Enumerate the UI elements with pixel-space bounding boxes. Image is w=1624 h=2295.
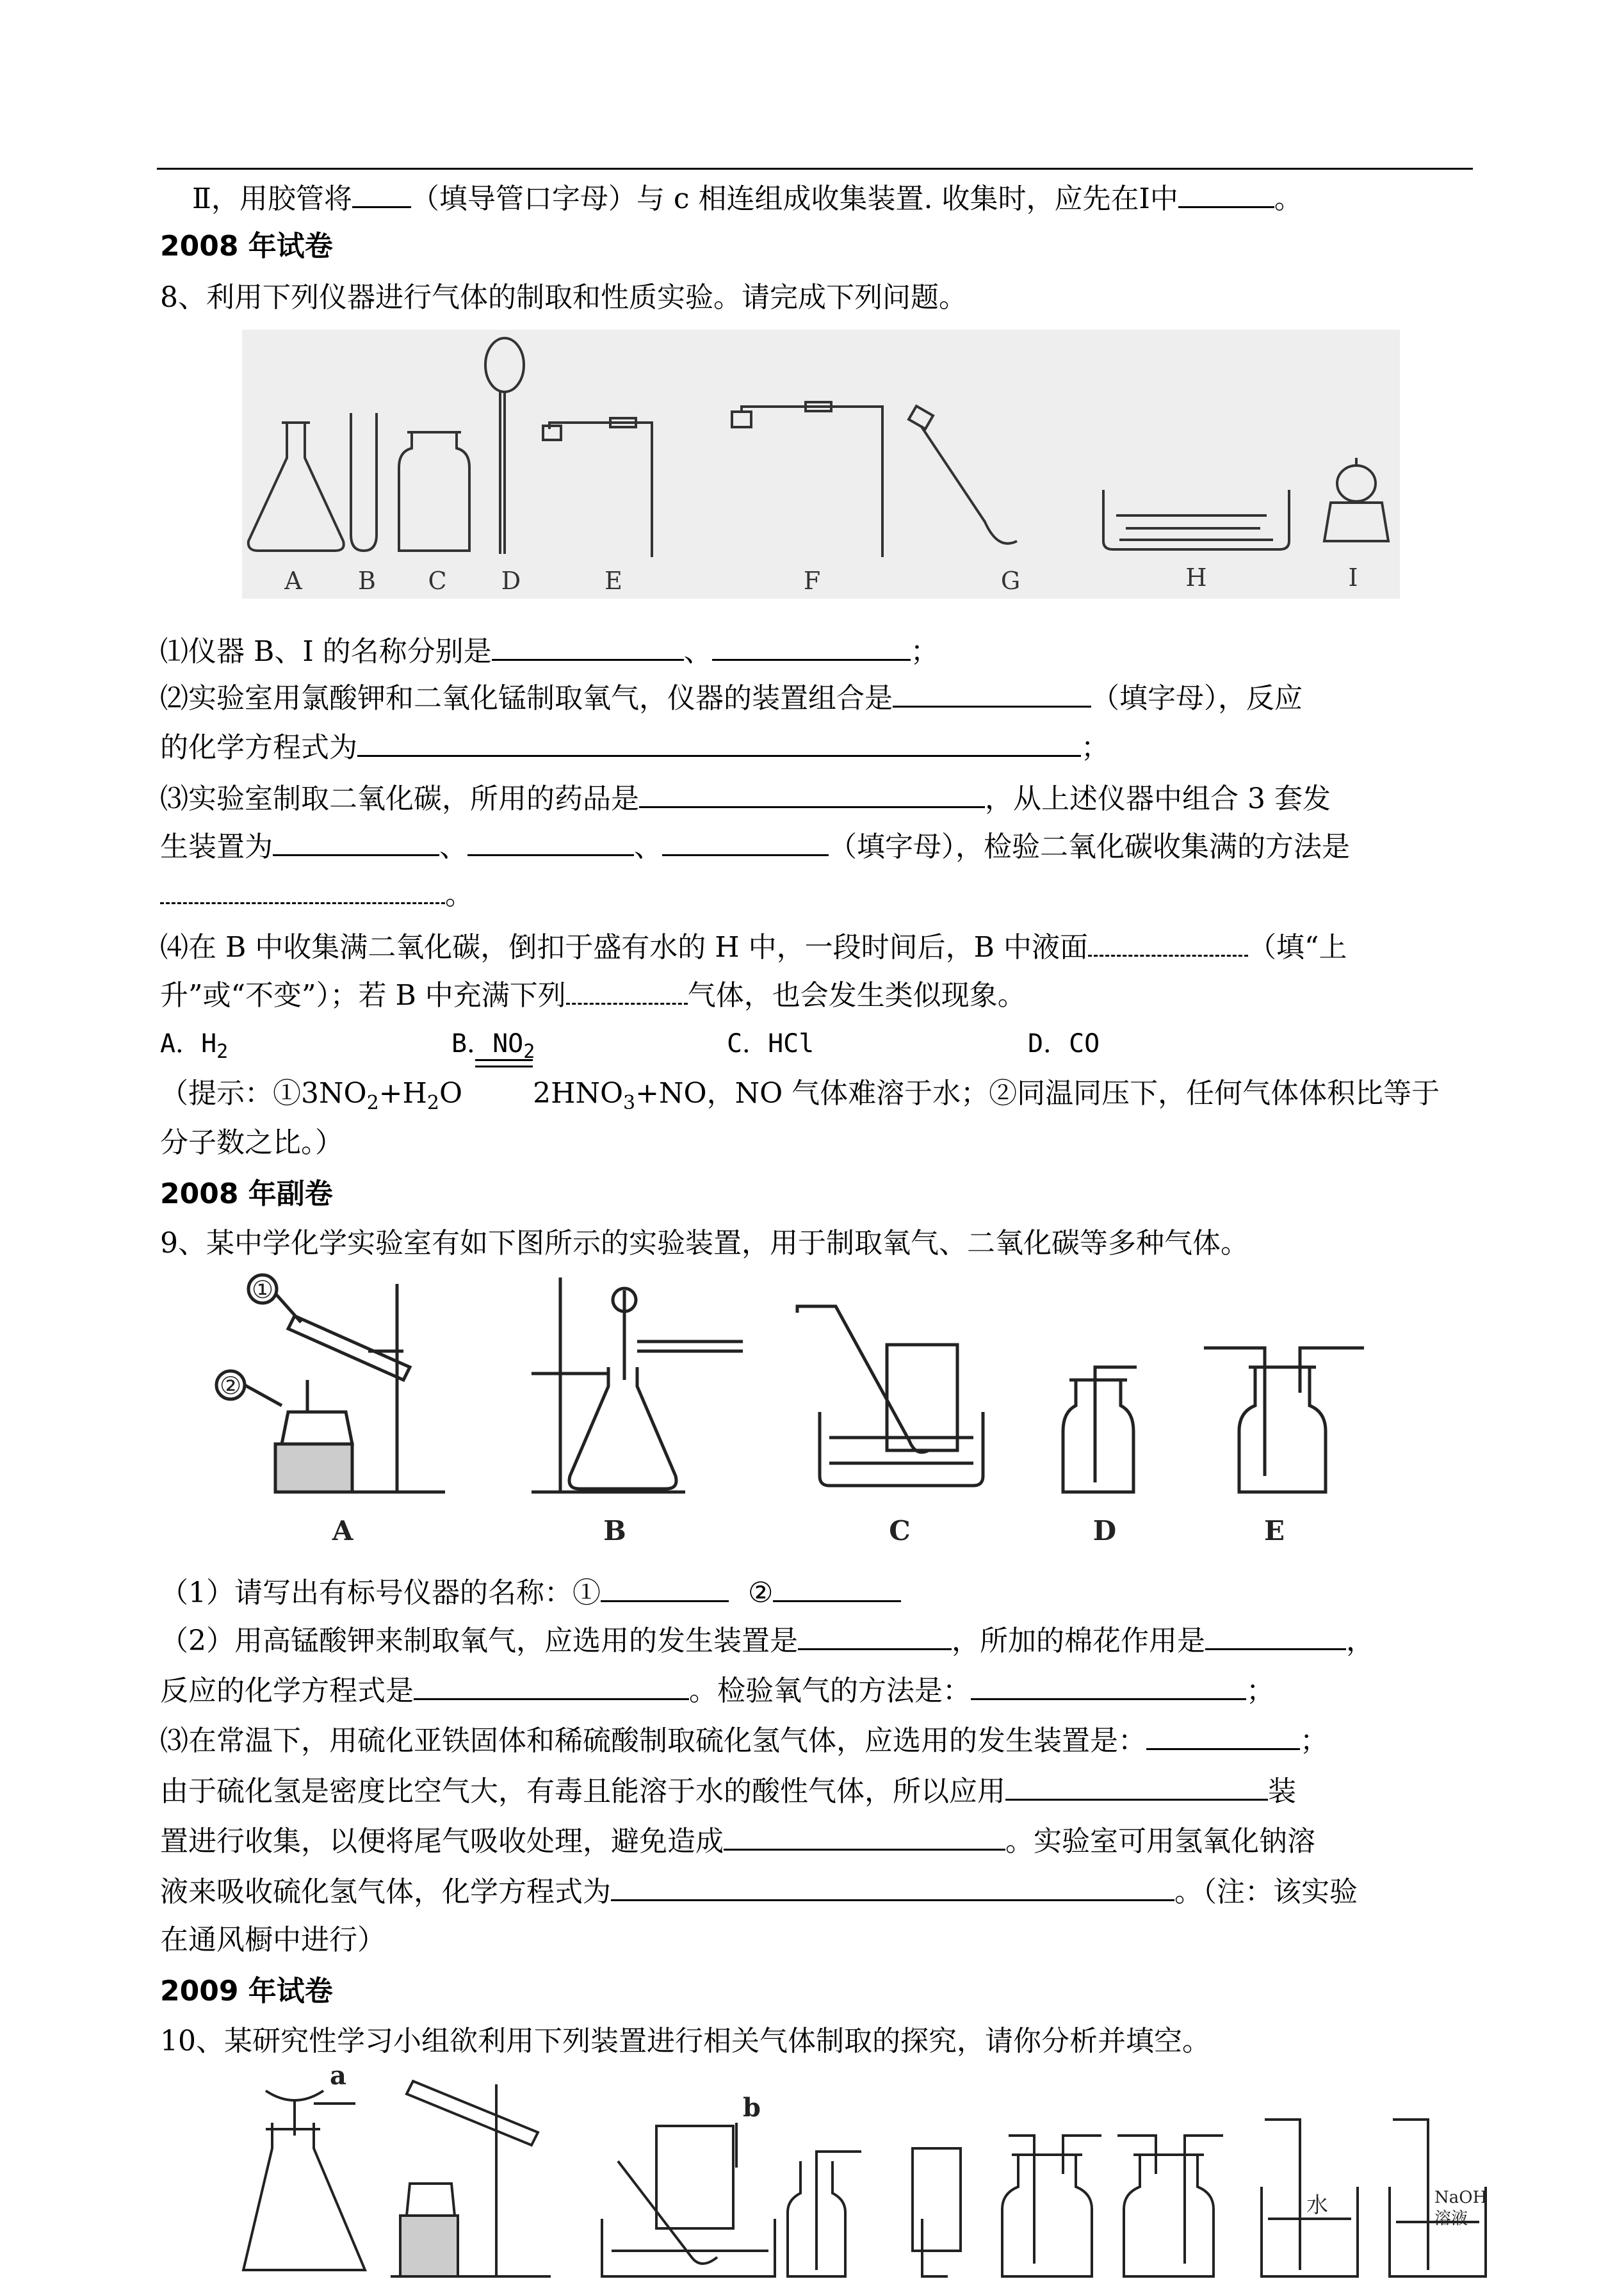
subscript: 2 [216,1041,229,1063]
text: （填字母），反应 [1091,682,1303,715]
answer-blank[interactable] [724,1821,1005,1851]
answer-blank[interactable] [893,677,1091,708]
answer-blank[interactable] [160,874,445,904]
apparatus-d-icon [1063,1367,1137,1492]
q9-part3-cont [160,1771,1296,1811]
answer-blank[interactable] [492,631,684,661]
gas-bottle-icon [399,432,469,551]
text: 升”或“不变”）；若 B 中充满下列 [160,979,566,1012]
q8-part4-cont [160,975,1026,1015]
apparatus-c-icon [602,2123,775,2276]
answer-blank[interactable] [467,826,634,856]
text: ， [1346,1625,1374,1657]
answer-blank[interactable] [798,1620,952,1650]
apparatus-d-icon [788,2152,861,2276]
q9-part3 [160,1720,1328,1760]
test-tube-icon [351,413,377,551]
text: 。实验室可用氢氧化钠溶 [1005,1825,1315,1858]
text: 。 [445,879,473,911]
answer-blank[interactable] [662,826,829,856]
text: ⑴仪器 B、I 的名称分别是 [160,635,492,668]
subscript: 2 [426,1091,440,1114]
fig-label: C [889,1515,911,1546]
text: O [439,1077,463,1110]
q9-apparatus-figure [211,1271,1441,1559]
q8-part4 [160,927,1347,967]
text: 反应的化学方程式是 [160,1675,414,1707]
answer-blank[interactable] [1178,178,1274,208]
text: ； [1081,731,1109,764]
answer-blank[interactable] [352,178,411,208]
question-10-stem: 10、某研究性学习小组欲利用下列装置进行相关气体制取的探究，请你分析并填空。 [160,2025,1210,2057]
q9-part3-cont2 [160,1821,1315,1861]
water-label: 水 [1306,2193,1328,2218]
text: ⑵实验室用氯酸钾和二氧化锰制取氧气，仪器的装置组合是 [160,682,893,715]
alcohol-lamp-icon [1324,503,1388,541]
answer-blank[interactable] [971,1670,1246,1700]
answer-blank[interactable] [1205,1620,1346,1650]
answer-blank[interactable] [1005,1771,1268,1801]
apparatus-g-icon [1117,2136,1223,2276]
text: 的化学方程式为 [160,731,357,764]
answer-blank[interactable] [1088,927,1248,957]
text: Ⅱ，用胶管将 [192,182,352,215]
text: 液来吸收硫化氢气体，化学方程式为 [160,1876,611,1908]
apparatus-f-icon [1002,2136,1101,2276]
q8-hint [160,1075,1440,1123]
text: B．NO [451,1029,524,1058]
answer-blank[interactable] [566,975,688,1005]
fig-label: H [1185,564,1207,592]
option-b[interactable] [451,1025,535,1071]
q9-part2-cont [160,1670,1274,1710]
q9-part2 [160,1620,1374,1660]
text: ⑶在常温下，用硫化亚铁固体和稀硫酸制取硫化氢气体，应选用的发生装置是： [160,1724,1146,1757]
fig-label: B [358,567,376,595]
subscript: 2 [523,1041,535,1063]
q8-part1 [160,631,939,671]
answer-blank[interactable] [1146,1720,1300,1750]
text: ⑶实验室制取二氧化碳，所用的药品是 [160,783,639,815]
text: 2HNO [533,1077,624,1110]
text: 。（注：该实验 [1174,1876,1358,1908]
text: ； [1300,1724,1328,1757]
apparatus-e-icon [1204,1348,1364,1492]
text: 由于硫化氢是密度比空气大，有毒且能溶于水的酸性气体，所以应用 [160,1775,1005,1808]
text: 生装置为 [160,831,273,863]
q10-apparatus-figure [231,2065,1505,2295]
section-heading-2009: 2009 年试卷 [160,1975,333,2007]
fig-label: A [284,567,302,595]
text: 置进行收集，以便将尾气吸收处理，避免造成 [160,1825,724,1858]
mark-1: ① [251,1276,274,1304]
q8-part3-end [160,874,473,914]
fig-label: D [1092,1515,1117,1546]
answer-blank[interactable] [639,778,985,808]
text: 、 [634,831,662,863]
naoh-label: NaOH [1434,2188,1488,2207]
q10-apparatus-drawing [231,2065,1505,2295]
text: 。 [1274,182,1303,215]
fig-label: D [501,567,521,595]
q8-hint-cont: 分子数之比。） [160,1126,343,1159]
conical-flask-icon [248,423,344,551]
continuation-line [192,178,1303,218]
fig-label: I [1348,564,1358,592]
q9-apparatus-drawing [211,1271,1441,1559]
mark-2: ② [219,1372,242,1400]
fig-label: A [332,1515,353,1546]
text: （2）用高锰酸钾来制取氧气，应选用的发生装置是 [160,1625,798,1657]
text: 、 [683,635,712,668]
text: +H [378,1077,427,1110]
answer-blank[interactable] [773,1572,901,1602]
text: （填导管口字母）与 c 相连组成收集装置. 收集时，应先在Ⅰ中 [410,182,1178,215]
apparatus-a-icon [216,1275,445,1492]
question-8-stem: 8、利用下列仪器进行气体的制取和性质实验。请完成下列问题。 [160,281,967,314]
q9-part1 [160,1572,901,1612]
answer-blank[interactable] [357,727,1081,757]
text: 、 [439,831,467,863]
q8-part2 [160,677,1303,718]
text: 装 [1268,1775,1296,1808]
text: +NO，NO 气体难溶于水；②同温同压下，任何气体体积比等于 [635,1077,1440,1110]
text: ⑷在 B 中收集满二氧化碳，倒扣于盛有水的 H 中，一段时间后，B 中液面 [160,931,1088,964]
mark-b: b [743,2093,761,2123]
equals-sign-icon [462,1075,533,1113]
text: A．H [160,1029,217,1058]
q8-part3-cont [160,826,1350,866]
q8-apparatus-figure [242,330,1400,599]
text: ② [748,1577,774,1609]
answer-blank[interactable] [273,826,439,856]
separatory-funnel-icon [485,338,524,392]
text: 。检验氧气的方法是： [689,1675,971,1707]
option-c[interactable]: C．HCl [727,1029,815,1058]
header-rule [157,168,1473,170]
text: （填字母），检验二氧化碳收集满的方法是 [829,831,1350,863]
fig-label: E [605,567,622,595]
q9-part3-end: 在通风橱中进行） [160,1924,386,1956]
option-a[interactable] [160,1025,228,1071]
option-d[interactable]: D．CO [1028,1029,1100,1058]
fig-label: G [1000,567,1021,595]
q8-part3 [160,778,1331,818]
subscript: 3 [623,1091,636,1114]
q8-part2-cont [160,727,1109,767]
text: ； [1246,1675,1274,1707]
apparatus-b-icon [532,1277,743,1492]
answer-blank[interactable] [601,1572,729,1602]
bent-tube-icon [549,423,652,557]
section-heading-2008: 2008 年试卷 [160,230,333,263]
apparatus-e-icon [913,2148,961,2276]
fig-label: C [428,567,447,595]
text: （填“上 [1247,931,1347,964]
answer-blank[interactable] [712,631,911,661]
q9-part3-cont3 [160,1871,1358,1911]
long-bent-tube-icon [742,407,882,557]
solution-label: 溶液 [1434,2209,1468,2228]
text: ，所加的棉花作用是 [952,1625,1205,1657]
j-tube-icon [921,426,1017,544]
text: （提示：①3NO [160,1077,367,1110]
fig-label: B [603,1515,626,1546]
q8-apparatus-drawing [242,330,1400,599]
text: 气体，也会发生类似现象。 [687,979,1026,1012]
text: ； [910,635,939,668]
apparatus-c-icon [797,1306,983,1486]
text: ，从上述仪器中组合 3 套发 [985,783,1331,815]
apparatus-b-icon [391,2081,551,2276]
text: （1）请写出有标号仪器的名称：① [160,1577,601,1609]
fig-label: F [803,567,821,595]
section-heading-2008b: 2008 年副卷 [160,1178,333,1210]
mark-a: a [330,2065,346,2091]
fig-label: E [1263,1515,1285,1546]
apparatus-a-icon [243,2091,365,2270]
subscript: 2 [366,1091,379,1114]
question-9-stem: 9、某中学化学实验室有如下图所示的实验装置，用于制取氧气、二氧化碳等多种气体。 [160,1227,1249,1260]
answer-blank[interactable] [414,1670,689,1700]
answer-blank[interactable] [611,1871,1174,1901]
